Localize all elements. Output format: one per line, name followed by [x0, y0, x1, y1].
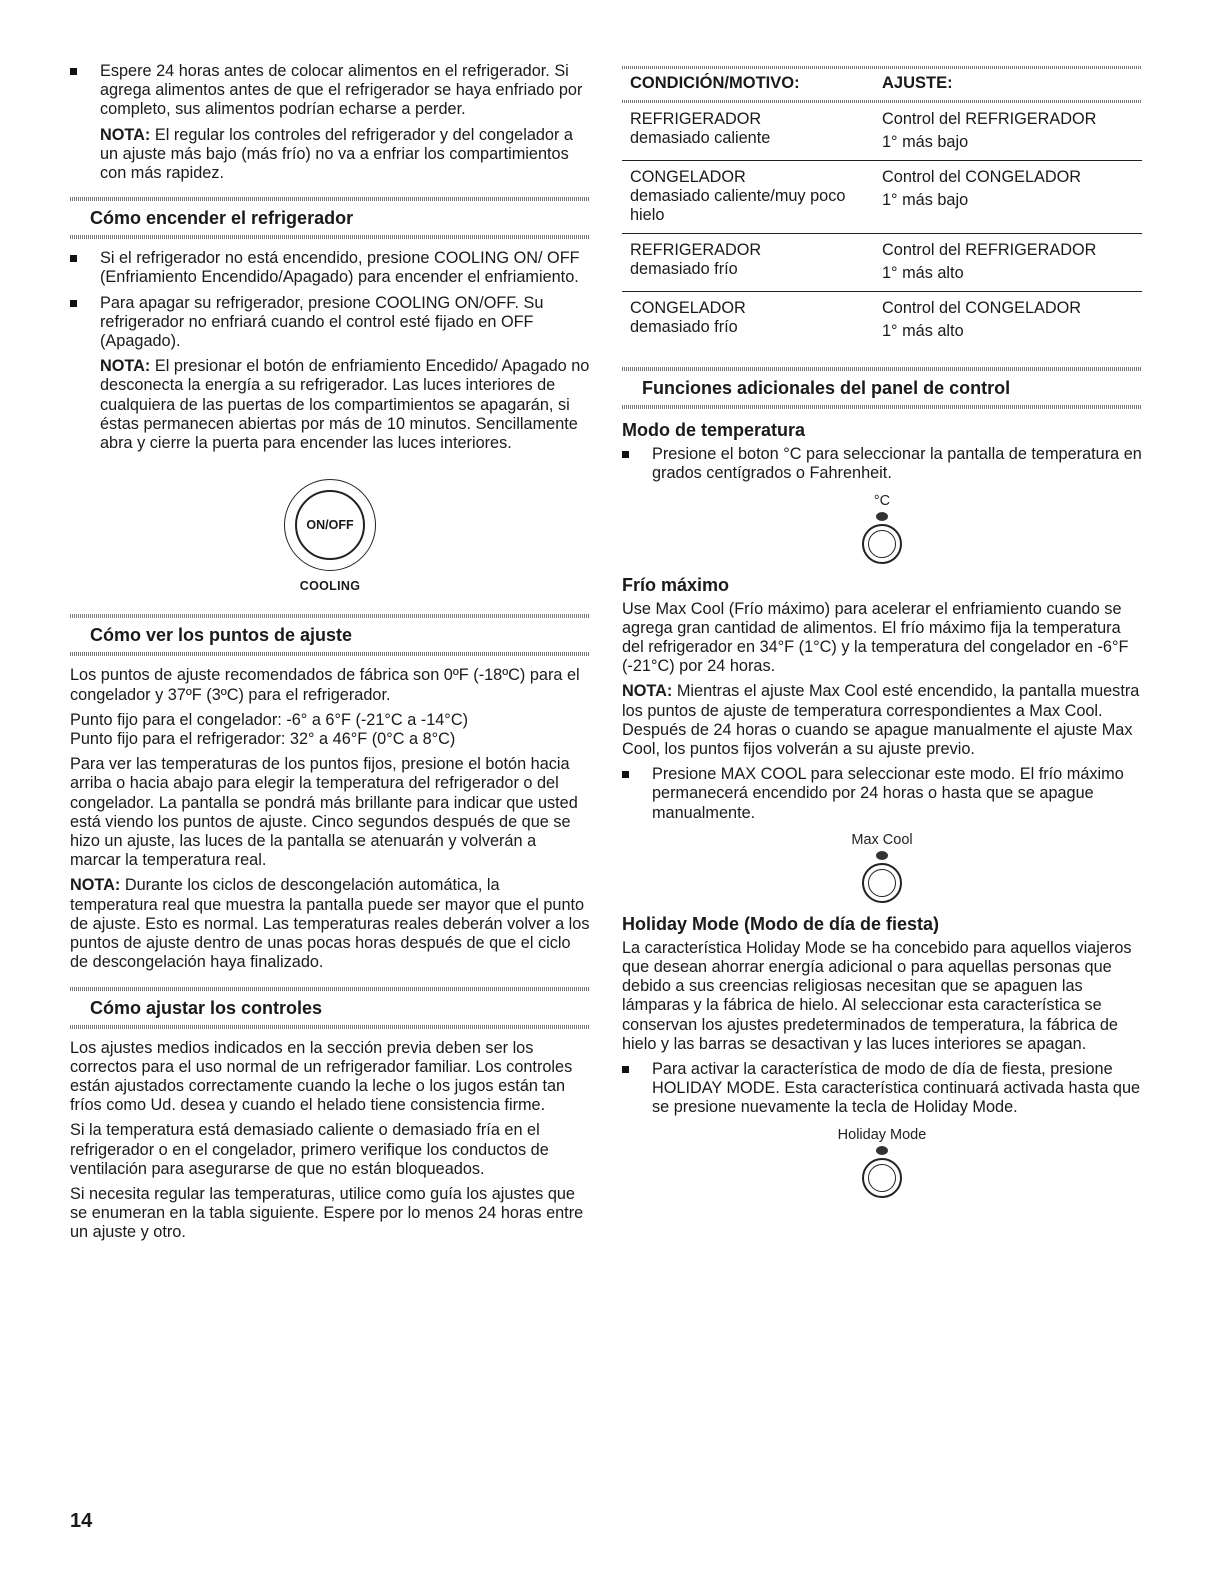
button-icon — [862, 863, 902, 903]
header-condition: CONDICIÓN/MOTIVO: — [622, 64, 874, 103]
page-number: 14 — [70, 1510, 93, 1532]
header-adjust: AJUSTE: — [874, 64, 1142, 103]
bullet-icon — [622, 451, 629, 458]
paragraph: Los ajustes medios indicados en la sección previa deben ser los correctos para el uso normal de un refrigerador familiar. Los controles están ajustados correctamente cuando la leche o los jugos están tan fríos como Ud. desea y cuando el helado tiene consistencia firme. — [70, 1038, 573, 1115]
button-icon — [862, 524, 902, 564]
divider — [70, 987, 590, 991]
holiday-mode-title: Holiday Mode (Modo de día de fiesta) — [622, 913, 940, 934]
paragraph: Si la temperatura está demasiado caliente o demasiado fría en el refrigerador o en el congelador, primero verifique los conductos de ventilación para asegurarse de que no están bloqueados. — [70, 1121, 549, 1178]
bullet-icon — [622, 771, 629, 778]
onoff-button-label: ON/OFF — [295, 490, 365, 560]
cooling-onoff-figure — [70, 479, 590, 596]
paragraph: Punto fijo para el congelador: -6° a 6°F (-21°C a -14°C) Punto fijo para el refrigerador: 32° a 46°F (0°C a 8°C) — [70, 710, 468, 749]
max-cool-label: Max Cool — [851, 831, 913, 848]
max-cool-title: Frío máximo — [622, 574, 730, 595]
divider — [70, 1025, 590, 1029]
max-cool-button-figure — [622, 831, 1142, 903]
divider — [70, 235, 590, 239]
list-item: Para activar la característica de modo de día de fiesta, presione HOLIDAY MODE. Esta característica continuará activada hasta que se presione nuevamente la tecla de Holiday Mode. — [622, 1060, 1142, 1118]
indicator-light-icon — [876, 1146, 888, 1155]
condition-cell: REFRIGERADOR demasiado caliente — [622, 103, 874, 161]
intro-bullet-text: Espere 24 horas antes de colocar alimentos en el refrigerador. Si agrega alimentos antes de que el refrigerador se haya enfriado por completo, sus alimentos podrían echarse a perder. — [100, 62, 583, 119]
section-header-turn-on — [70, 197, 590, 239]
table-row — [622, 103, 1142, 161]
adjust-cell: Control del CONGELADOR 1° más bajo — [874, 161, 1142, 234]
section-header-extra-functions — [622, 367, 1142, 409]
condition-cell: CONGELADOR demasiado frío — [630, 299, 746, 337]
divider — [70, 197, 590, 201]
paragraph: Use Max Cool (Frío máximo) para acelerar el enfriamiento cuando se agrega gran cantidad de alimentos. El frío máximo fija la temperatura del refrigerador en 34°F (1°C) y la temperatura del congelador en -6°F (-21°C) por 24 horas. — [622, 599, 1129, 676]
bullet-icon — [70, 300, 77, 307]
section-header-view-setpoints — [70, 614, 590, 656]
bullet-icon — [70, 255, 77, 262]
adjust-cell: Control del CONGELADOR 1° más alto — [882, 299, 1082, 341]
list-item: Para apagar su refrigerador, presione COOLING ON/OFF. Su refrigerador no enfriará cuando el control esté fijado en OFF (Apagado). — [70, 294, 590, 352]
temp-mode-title: Modo de temperatura — [622, 420, 806, 441]
adjust-cell: Control del REFRIGERADOR 1° más alto — [874, 234, 1142, 292]
table-row — [622, 234, 1142, 292]
button-icon — [862, 1158, 902, 1198]
bullet-icon — [622, 1066, 629, 1073]
paragraph: Para ver las temperaturas de los puntos fijos, presione el botón hacia arriba o hacia abajo para elegir la temperatura del refrigerador o del congelador. La pantalla se pondrá más brillante para indicar que usted está viendo los puntos de ajuste. Cinco segundos después de que se hizo un ajuste, las luces de la pantalla se atenuarán y volverán a marcar la temperatura real. — [70, 755, 578, 870]
note: NOTA: Durante los ciclos de descongelación automática, la temperatura real que muestra la pantalla puede ser mayor que el punto de ajuste. Esto es normal. Las temperaturas reales deberán volver a los puntos de ajuste dentro de unas pocas horas después de que el ciclo de descongelación haya finalizado. — [70, 876, 590, 972]
onoff-button-icon — [284, 479, 376, 571]
indicator-light-icon — [876, 851, 888, 860]
bullet-icon — [70, 68, 77, 75]
holiday-mode-button-figure — [622, 1126, 1142, 1198]
paragraph: Si necesita regular las temperaturas, utilice como guía los ajustes que se enumeran en la tabla siguiente. Espere por lo menos 24 horas entre un ajuste y otro. — [70, 1184, 584, 1242]
list-item: Presione MAX COOL para seleccionar este modo. El frío máximo permanecerá encendido por 24 horas o hasta que se apague manualmente. — [622, 765, 1142, 823]
right-column — [622, 62, 1142, 1208]
divider — [622, 405, 1142, 409]
section-title: Cómo ajustar los controles — [90, 997, 323, 1018]
celsius-label: °C — [873, 492, 891, 509]
adjust-cell: Control del REFRIGERADOR 1° más bajo — [874, 103, 1142, 161]
adjustment-table — [622, 62, 1142, 349]
paragraph: Los puntos de ajuste recomendados de fábrica son 0ºF (-18ºC) para el congelador y 37ºF (3ºC) para el refrigerador. — [70, 666, 580, 704]
divider — [622, 367, 1142, 371]
divider — [70, 652, 590, 656]
section-title: Cómo encender el refrigerador — [90, 208, 354, 229]
intro-note: NOTA: El regular los controles del refrigerador y del congelador a un ajuste más bajo (más frío) no va a enfriar los compartimientos con más rapidez. — [100, 125, 573, 183]
table-row — [622, 161, 1142, 234]
celsius-button-figure — [622, 492, 1142, 564]
divider — [70, 614, 590, 618]
section-header-adjust-controls — [70, 987, 590, 1029]
condition-cell: CONGELADOR demasiado caliente/muy poco hielo — [622, 161, 874, 234]
list-item: Si el refrigerador no está encendido, presione COOLING ON/ OFF (Enfriamiento Encendido/Apagado) para encender el enfriamiento. — [70, 249, 590, 287]
paragraph: La característica Holiday Mode se ha concebido para aquellos viajeros que desean ahorrar energía adicional o para aquellas personas que debido a sus creencias religiosas necesitan que se apaguen las lámparas y la fábrica de hielo. Al seleccionar esta característica se conservan los ajustes predeterminados de temperatura, la fábrica de hielo y las barras se desactivan y las luces interiores se apagan. — [622, 938, 1132, 1053]
condition-cell: REFRIGERADOR demasiado frío — [622, 234, 874, 292]
left-column — [70, 62, 590, 1249]
indicator-light-icon — [876, 512, 888, 521]
table-row — [622, 292, 1142, 350]
list-item: Presione el boton °C para seleccionar la pantalla de temperatura en grados centígrados o Fahrenheit. — [622, 445, 1142, 483]
table-header-row — [622, 64, 1142, 103]
holiday-mode-label: Holiday Mode — [837, 1126, 927, 1143]
cooling-label: COOLING — [299, 579, 361, 594]
section-title: Cómo ver los puntos de ajuste — [90, 625, 353, 646]
note: NOTA: El presionar el botón de enfriamiento Encedido/ Apagado no desconecta la energía a su refrigerador. Las luces interiores de cualquiera de las puertas de los compartimientos se apagarán, si éstas permanecen abiertas por más de 10 minutos. Sencillamente abra y cierre la puerta para encender las luces interiores. — [100, 357, 590, 453]
intro-bullet — [70, 62, 590, 120]
section-title: Funciones adicionales del panel de control — [642, 378, 1011, 399]
note: NOTA: Mientras el ajuste Max Cool esté encendido, la pantalla muestra los puntos de ajuste de temperatura correspondientes a Max Cool. Después de 24 horas o cuando se apague manualmente el ajuste Max Cool, los puntos fijos volverán a su ajuste previo. — [622, 682, 1140, 759]
